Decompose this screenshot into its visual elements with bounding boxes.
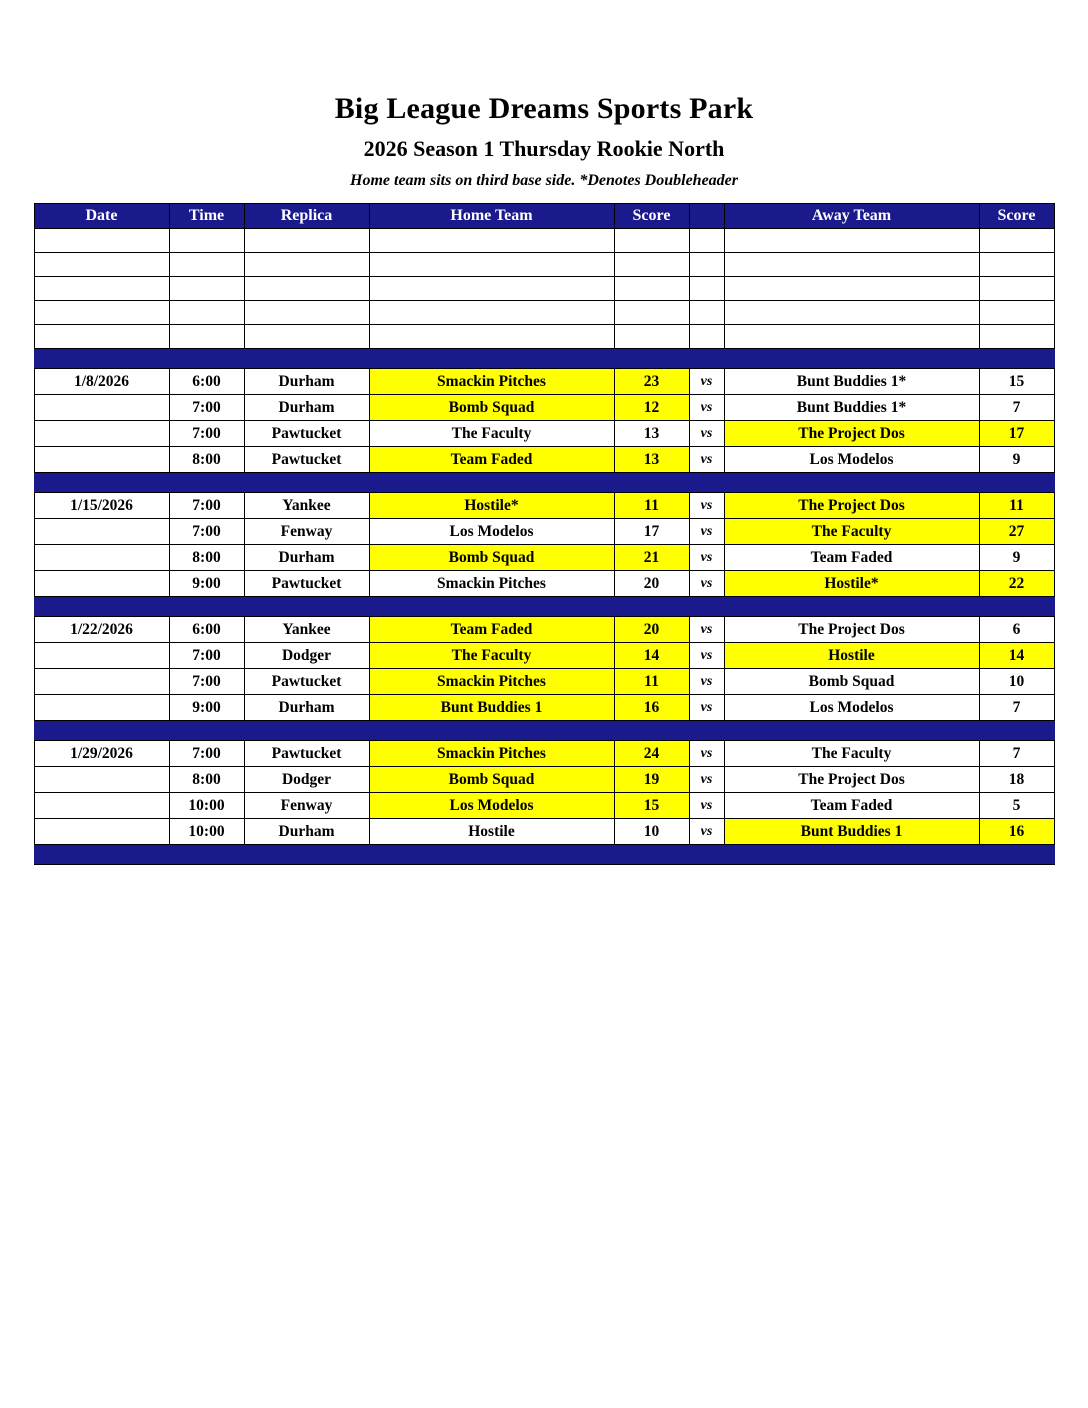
cell-vs: vs: [689, 819, 724, 845]
cell-time: 9:00: [169, 571, 244, 597]
separator-cell: [369, 721, 614, 741]
empty-cell: [369, 301, 614, 325]
empty-cell: [979, 325, 1054, 349]
separator-cell: [614, 597, 689, 617]
cell-home-team: Bomb Squad: [369, 767, 614, 793]
cell-home-score: 19: [614, 767, 689, 793]
separator-cell: [244, 473, 369, 493]
empty-cell: [244, 325, 369, 349]
cell-away-team: The Project Dos: [724, 493, 979, 519]
week-separator-row: [34, 597, 1054, 617]
empty-cell: [689, 277, 724, 301]
cell-date: [34, 643, 169, 669]
separator-cell: [169, 845, 244, 865]
empty-cell: [34, 325, 169, 349]
cell-home-score: 13: [614, 447, 689, 473]
cell-away-team: Hostile: [724, 643, 979, 669]
empty-cell: [34, 229, 169, 253]
cell-vs: vs: [689, 571, 724, 597]
cell-home-score: 20: [614, 571, 689, 597]
cell-date: 1/29/2026: [34, 741, 169, 767]
empty-cell: [169, 253, 244, 277]
cell-home-score: 23: [614, 369, 689, 395]
cell-vs: vs: [689, 545, 724, 571]
cell-time: 6:00: [169, 617, 244, 643]
table-row: [34, 545, 1054, 571]
separator-cell: [34, 597, 169, 617]
cell-away-score: 7: [979, 395, 1054, 421]
separator-cell: [34, 721, 169, 741]
cell-time: 7:00: [169, 741, 244, 767]
separator-cell: [689, 721, 724, 741]
empty-cell: [724, 325, 979, 349]
cell-away-team: Hostile*: [724, 571, 979, 597]
week-separator-row: [34, 349, 1054, 369]
column-header-time: Time: [169, 204, 244, 229]
cell-away-team: Bunt Buddies 1*: [724, 369, 979, 395]
cell-away-score: 18: [979, 767, 1054, 793]
cell-time: 9:00: [169, 695, 244, 721]
empty-cell: [244, 253, 369, 277]
separator-cell: [369, 845, 614, 865]
empty-cell: [724, 229, 979, 253]
table-row: [34, 369, 1054, 395]
cell-home-score: 14: [614, 643, 689, 669]
empty-cell: [614, 277, 689, 301]
separator-cell: [34, 845, 169, 865]
cell-away-team: Bunt Buddies 1*: [724, 395, 979, 421]
empty-cell: [689, 229, 724, 253]
empty-cell: [689, 301, 724, 325]
cell-away-score: 7: [979, 695, 1054, 721]
empty-cell: [369, 277, 614, 301]
cell-home-score: 10: [614, 819, 689, 845]
cell-away-score: 17: [979, 421, 1054, 447]
cell-home-score: 17: [614, 519, 689, 545]
table-row: [34, 695, 1054, 721]
table-row: [34, 741, 1054, 767]
cell-time: 10:00: [169, 819, 244, 845]
cell-time: 8:00: [169, 767, 244, 793]
empty-row: [34, 277, 1054, 301]
cell-vs: vs: [689, 617, 724, 643]
cell-away-score: 11: [979, 493, 1054, 519]
separator-cell: [614, 473, 689, 493]
cell-home-team: Smackin Pitches: [369, 369, 614, 395]
separator-cell: [34, 473, 169, 493]
empty-cell: [169, 325, 244, 349]
cell-replica: Dodger: [244, 767, 369, 793]
cell-replica: Durham: [244, 695, 369, 721]
cell-vs: vs: [689, 421, 724, 447]
empty-cell: [34, 253, 169, 277]
cell-away-score: 7: [979, 741, 1054, 767]
table-row: [34, 571, 1054, 597]
cell-date: [34, 571, 169, 597]
document-header: [0, 0, 1088, 190]
cell-vs: vs: [689, 767, 724, 793]
cell-date: 1/8/2026: [34, 369, 169, 395]
cell-home-score: 11: [614, 669, 689, 695]
separator-cell: [244, 845, 369, 865]
empty-cell: [169, 277, 244, 301]
cell-home-score: 24: [614, 741, 689, 767]
cell-home-team: Smackin Pitches: [369, 741, 614, 767]
cell-replica: Pawtucket: [244, 741, 369, 767]
cell-vs: vs: [689, 447, 724, 473]
separator-cell: [34, 349, 169, 369]
cell-replica: Pawtucket: [244, 669, 369, 695]
cell-away-team: The Project Dos: [724, 617, 979, 643]
cell-date: [34, 819, 169, 845]
empty-cell: [244, 301, 369, 325]
separator-cell: [724, 721, 979, 741]
cell-vs: vs: [689, 793, 724, 819]
cell-away-score: 6: [979, 617, 1054, 643]
cell-time: 8:00: [169, 447, 244, 473]
cell-away-score: 14: [979, 643, 1054, 669]
cell-home-score: 11: [614, 493, 689, 519]
cell-replica: Durham: [244, 819, 369, 845]
separator-cell: [244, 721, 369, 741]
empty-cell: [34, 301, 169, 325]
cell-away-score: 5: [979, 793, 1054, 819]
separator-cell: [724, 349, 979, 369]
separator-cell: [979, 349, 1054, 369]
column-header-vs: [689, 204, 724, 229]
empty-cell: [614, 301, 689, 325]
table-row: [34, 493, 1054, 519]
cell-date: [34, 793, 169, 819]
cell-replica: Yankee: [244, 493, 369, 519]
separator-cell: [689, 349, 724, 369]
cell-away-team: The Faculty: [724, 519, 979, 545]
separator-cell: [369, 473, 614, 493]
cell-date: 1/15/2026: [34, 493, 169, 519]
cell-home-team: Team Faded: [369, 447, 614, 473]
table-row: [34, 669, 1054, 695]
cell-date: [34, 395, 169, 421]
column-header-away-score: Score: [979, 204, 1054, 229]
separator-cell: [724, 845, 979, 865]
empty-cell: [724, 253, 979, 277]
cell-date: [34, 421, 169, 447]
empty-cell: [614, 253, 689, 277]
separator-cell: [689, 597, 724, 617]
cell-time: 7:00: [169, 669, 244, 695]
column-header-home-score: Score: [614, 204, 689, 229]
empty-cell: [979, 277, 1054, 301]
cell-vs: vs: [689, 741, 724, 767]
table-row: [34, 519, 1054, 545]
empty-cell: [724, 301, 979, 325]
empty-cell: [979, 253, 1054, 277]
empty-row: [34, 301, 1054, 325]
schedule-table: [34, 203, 1055, 865]
cell-replica: Fenway: [244, 793, 369, 819]
cell-home-team: Smackin Pitches: [369, 669, 614, 695]
empty-cell: [979, 301, 1054, 325]
separator-cell: [244, 349, 369, 369]
cell-away-score: 22: [979, 571, 1054, 597]
cell-date: [34, 695, 169, 721]
empty-cell: [979, 229, 1054, 253]
separator-cell: [614, 845, 689, 865]
page-subtitle: 2026 Season 1 Thursday Rookie North: [363, 135, 725, 161]
cell-replica: Durham: [244, 369, 369, 395]
table-row: [34, 395, 1054, 421]
cell-date: 1/22/2026: [34, 617, 169, 643]
cell-away-score: 9: [979, 447, 1054, 473]
cell-time: 8:00: [169, 545, 244, 571]
cell-replica: Fenway: [244, 519, 369, 545]
separator-cell: [724, 597, 979, 617]
separator-cell: [169, 597, 244, 617]
week-separator-row: [34, 721, 1054, 741]
cell-replica: Pawtucket: [244, 421, 369, 447]
cell-away-team: The Project Dos: [724, 421, 979, 447]
cell-vs: vs: [689, 669, 724, 695]
week-separator-row: [34, 473, 1054, 493]
cell-away-team: Team Faded: [724, 793, 979, 819]
cell-date: [34, 519, 169, 545]
cell-away-score: 10: [979, 669, 1054, 695]
cell-replica: Durham: [244, 395, 369, 421]
cell-home-score: 13: [614, 421, 689, 447]
cell-home-team: Bunt Buddies 1: [369, 695, 614, 721]
empty-cell: [614, 229, 689, 253]
cell-home-team: Team Faded: [369, 617, 614, 643]
separator-cell: [169, 721, 244, 741]
cell-home-score: 16: [614, 695, 689, 721]
column-header-away-team: Away Team: [724, 204, 979, 229]
empty-cell: [169, 301, 244, 325]
cell-away-team: The Faculty: [724, 741, 979, 767]
cell-home-team: Los Modelos: [369, 793, 614, 819]
cell-home-team: The Faculty: [369, 643, 614, 669]
cell-away-team: Team Faded: [724, 545, 979, 571]
column-header-home-team: Home Team: [369, 204, 614, 229]
cell-time: 7:00: [169, 493, 244, 519]
cell-home-team: Hostile: [369, 819, 614, 845]
table-body: [34, 229, 1054, 865]
cell-away-score: 16: [979, 819, 1054, 845]
separator-cell: [689, 473, 724, 493]
empty-cell: [369, 229, 614, 253]
cell-away-team: Bunt Buddies 1: [724, 819, 979, 845]
page-title: Big League Dreams Sports Park: [334, 92, 754, 125]
header-row: [34, 204, 1054, 229]
separator-cell: [169, 473, 244, 493]
separator-cell: [689, 845, 724, 865]
separator-cell: [979, 845, 1054, 865]
empty-cell: [34, 277, 169, 301]
table-row: [34, 767, 1054, 793]
cell-replica: Durham: [244, 545, 369, 571]
cell-vs: vs: [689, 493, 724, 519]
table-row: [34, 617, 1054, 643]
separator-cell: [614, 349, 689, 369]
empty-cell: [689, 325, 724, 349]
cell-away-score: 15: [979, 369, 1054, 395]
cell-home-team: The Faculty: [369, 421, 614, 447]
separator-cell: [979, 473, 1054, 493]
separator-cell: [614, 721, 689, 741]
empty-cell: [369, 325, 614, 349]
column-header-date: Date: [34, 204, 169, 229]
cell-home-team: Hostile*: [369, 493, 614, 519]
cell-date: [34, 545, 169, 571]
cell-away-score: 27: [979, 519, 1054, 545]
cell-date: [34, 669, 169, 695]
cell-away-team: Los Modelos: [724, 447, 979, 473]
empty-cell: [724, 277, 979, 301]
cell-time: 10:00: [169, 793, 244, 819]
cell-home-score: 15: [614, 793, 689, 819]
empty-cell: [689, 253, 724, 277]
table-row: [34, 793, 1054, 819]
separator-cell: [979, 721, 1054, 741]
week-separator-row: [34, 845, 1054, 865]
cell-vs: vs: [689, 643, 724, 669]
cell-away-team: The Project Dos: [724, 767, 979, 793]
cell-replica: Yankee: [244, 617, 369, 643]
cell-home-score: 21: [614, 545, 689, 571]
cell-time: 7:00: [169, 643, 244, 669]
cell-time: 7:00: [169, 421, 244, 447]
empty-cell: [614, 325, 689, 349]
cell-time: 6:00: [169, 369, 244, 395]
table-row: [34, 643, 1054, 669]
cell-time: 7:00: [169, 395, 244, 421]
separator-cell: [724, 473, 979, 493]
cell-date: [34, 447, 169, 473]
cell-vs: vs: [689, 369, 724, 395]
cell-replica: Dodger: [244, 643, 369, 669]
separator-cell: [369, 349, 614, 369]
cell-home-team: Los Modelos: [369, 519, 614, 545]
page-note: Home team sits on third base side. *Denotes Doubleheader: [350, 171, 738, 189]
column-header-replica: Replica: [244, 204, 369, 229]
table-row: [34, 447, 1054, 473]
empty-row: [34, 229, 1054, 253]
cell-home-team: Bomb Squad: [369, 545, 614, 571]
empty-cell: [169, 229, 244, 253]
separator-cell: [369, 597, 614, 617]
table-row: [34, 421, 1054, 447]
empty-cell: [244, 229, 369, 253]
cell-date: [34, 767, 169, 793]
cell-home-score: 12: [614, 395, 689, 421]
cell-replica: Pawtucket: [244, 447, 369, 473]
cell-time: 7:00: [169, 519, 244, 545]
cell-home-team: Smackin Pitches: [369, 571, 614, 597]
cell-away-team: Bomb Squad: [724, 669, 979, 695]
table-row: [34, 819, 1054, 845]
empty-cell: [244, 277, 369, 301]
cell-replica: Pawtucket: [244, 571, 369, 597]
table-header: [34, 204, 1054, 229]
cell-vs: vs: [689, 695, 724, 721]
empty-cell: [369, 253, 614, 277]
empty-row: [34, 325, 1054, 349]
cell-home-team: Bomb Squad: [369, 395, 614, 421]
cell-away-team: Los Modelos: [724, 695, 979, 721]
cell-home-score: 20: [614, 617, 689, 643]
separator-cell: [169, 349, 244, 369]
cell-away-score: 9: [979, 545, 1054, 571]
separator-cell: [979, 597, 1054, 617]
empty-row: [34, 253, 1054, 277]
separator-cell: [244, 597, 369, 617]
cell-vs: vs: [689, 519, 724, 545]
cell-vs: vs: [689, 395, 724, 421]
